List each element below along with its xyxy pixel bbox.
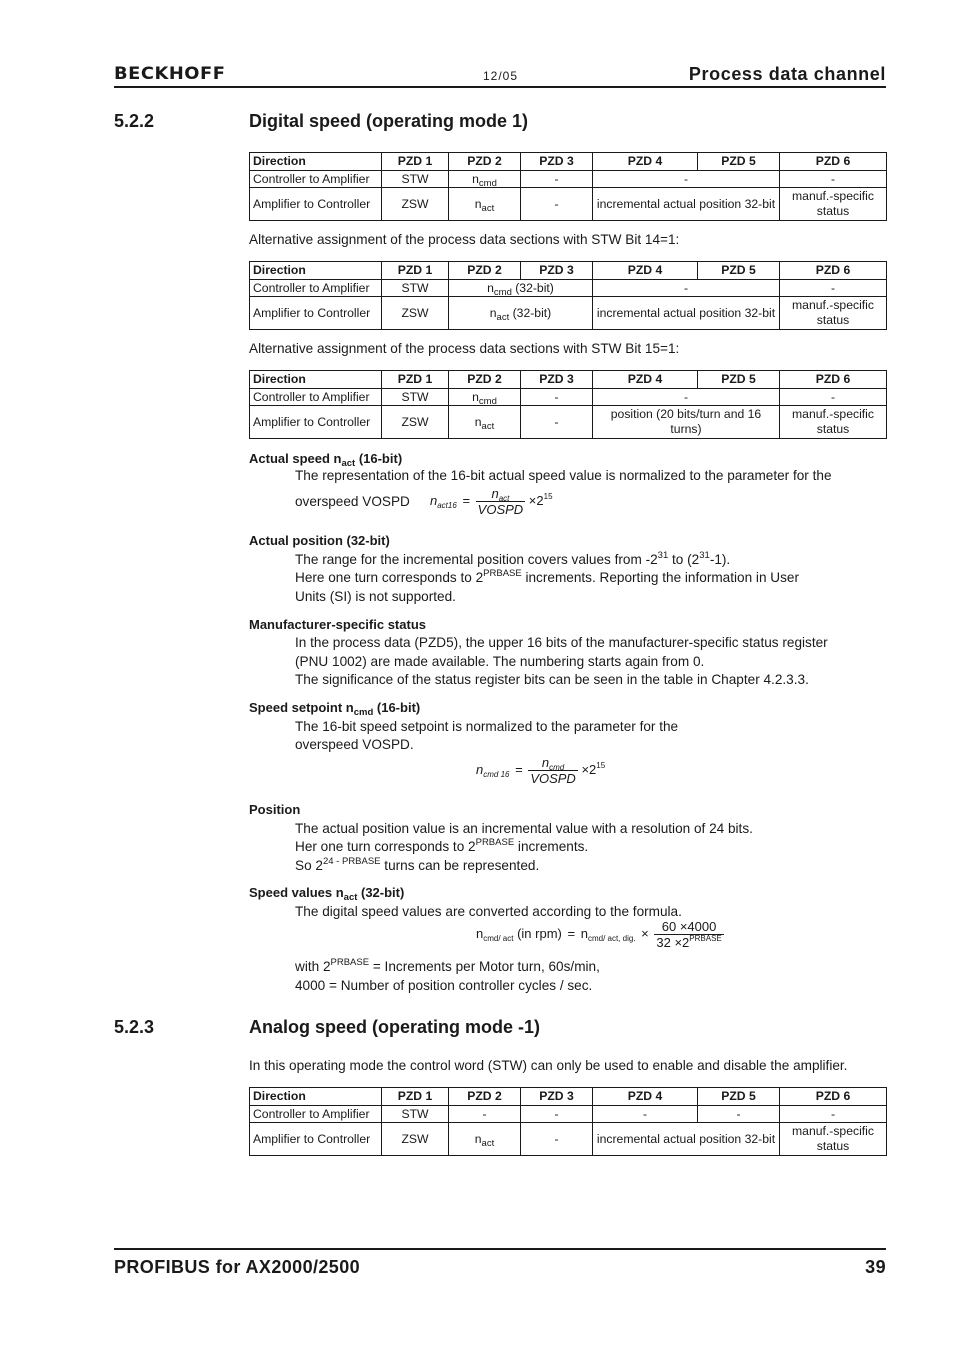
direction-cell: Controller to Amplifier (250, 389, 382, 406)
table-row (250, 280, 887, 297)
position-text-2: Her one turn corresponds to $2^{PRBASE}$ increments. (295, 837, 589, 854)
actual-position-text-3: Units (SI) is not supported. (295, 589, 456, 604)
direction-cell: Amplifier to Controller (250, 297, 382, 330)
direction-cell: Controller to Amplifier (250, 1106, 382, 1123)
pzd6-cell: - (780, 1106, 887, 1123)
pzd5-cell: - (698, 1106, 780, 1123)
pzd-table-bit14 (249, 261, 887, 330)
col-pzd4: PZD 4 (593, 371, 698, 389)
actual-speed-heading: Actual speed $n_{act}$ (16-bit) (249, 451, 403, 469)
section-number: 5.2.2 (114, 111, 155, 131)
actual-speed-text: The representation of the 16-bit actual speed value is normalized to the parameter for the (295, 468, 832, 483)
col-pzd2: PZD 2 (449, 262, 521, 280)
position-heading: Position (249, 802, 301, 817)
pzd1-cell: STW (382, 389, 449, 406)
direction-cell: Amplifier to Controller (250, 1123, 382, 1156)
direction-cell: Amplifier to Controller (250, 188, 382, 221)
speed-values-formula: $n_{cmd/ act}$ (in $rpm) = n_{cmd/ act, dig.}$ × $\frac{60 \times 4000}{32 \times 2^{PRBASE}}$ (476, 919, 722, 950)
col-pzd4: PZD 4 (593, 1088, 698, 1106)
col-pzd4: PZD 4 (593, 262, 698, 280)
speed-setpoint-heading: Speed setpoint $n_{cmd}$ (16-bit) (249, 700, 421, 718)
pzd2-cell: $n_{act}$ (449, 1123, 521, 1156)
col-direction: Direction (250, 1088, 382, 1106)
table-row (250, 171, 887, 188)
actual-position-heading: Actual position (32-bit) (249, 533, 390, 548)
table-row (250, 1123, 887, 1156)
pzd3-cell: - (521, 389, 593, 406)
col-pzd5: PZD 5 (698, 371, 780, 389)
speed-setpoint-text-2: overspeed VOSPD. (295, 737, 414, 752)
pzd3-cell: - (521, 171, 593, 188)
pzd1-cell: ZSW (382, 297, 449, 330)
pzd3-cell: - (521, 1123, 593, 1156)
pzd-table-bit15 (249, 370, 887, 439)
company-logo: BECKHOFF (114, 64, 226, 84)
page-number: 39 (865, 1257, 886, 1277)
direction-cell: Controller to Amplifier (250, 171, 382, 188)
col-pzd2: PZD 2 (449, 1088, 521, 1106)
pzd4-cell: - (593, 1106, 698, 1123)
col-pzd3: PZD 3 (521, 371, 593, 389)
pzd6-cell: manuf.-specific status (780, 406, 887, 439)
section-number: 5.2.3 (114, 1017, 155, 1037)
col-pzd6: PZD 6 (780, 371, 887, 389)
pzd23-cell: $n_{act}$ (32-bit) (449, 297, 593, 330)
pzd1-cell: ZSW (382, 406, 449, 439)
analog-speed-intro: In this operating mode the control word (STW) can only be used to enable and disable the amplifier. (249, 1058, 848, 1073)
header-rule (114, 86, 886, 88)
pzd45-cell: incremental actual position 32-bit (593, 188, 780, 221)
section-title: Analog speed (operating mode -1) (249, 1017, 541, 1037)
pzd45-cell: - (593, 389, 780, 406)
pzd45-cell: incremental actual position 32-bit (593, 297, 780, 330)
pzd2-cell: $n_{cmd}$ (449, 389, 521, 406)
footer-rule (114, 1248, 886, 1250)
pzd6-cell: - (780, 389, 887, 406)
pzd2-cell: $n_{cmd}$ (449, 171, 521, 188)
section-title: Digital speed (operating mode 1) (249, 111, 529, 131)
speed-values-text-3: 4000 = Number of position controller cycles / sec. (295, 978, 593, 993)
speed-values-heading: Speed values $n_{act}$ (32-bit) (249, 885, 405, 903)
pzd2-cell: $n_{act}$ (449, 188, 521, 221)
col-pzd4: PZD 4 (593, 153, 698, 171)
col-pzd5: PZD 5 (698, 262, 780, 280)
manufacturer-status-text-2: (PNU 1002) are made available. The numbering starts again from 0. (295, 654, 705, 669)
speed-values-text-2: with $2^{PRBASE}$ = Increments per Motor turn, 60s/min, (295, 957, 600, 974)
col-pzd2: PZD 2 (449, 371, 521, 389)
pzd6-cell: manuf.-specific status (780, 188, 887, 221)
pzd-table-mode1 (249, 152, 887, 221)
footer-title: PROFIBUS for AX2000/2500 (114, 1257, 361, 1277)
pzd45-cell: incremental actual position 32-bit (593, 1123, 780, 1156)
col-pzd6: PZD 6 (780, 1088, 887, 1106)
actual-position-text-2: Here one turn corresponds to $2^{PRBASE}$ increments. Reporting the information in User (295, 568, 799, 585)
pzd2-cell: - (449, 1106, 521, 1123)
pzd45-cell: - (593, 280, 780, 297)
document-date: 12/05 (483, 69, 519, 83)
pzd-table-analog (249, 1087, 887, 1156)
alt-assignment-bit15: Alternative assignment of the process data sections with STW Bit 15=1: (249, 341, 680, 356)
pzd45-cell: - (593, 171, 780, 188)
pzd23-cell: $n_{cmd}$ (32-bit) (449, 280, 593, 297)
pzd3-cell: - (521, 406, 593, 439)
col-direction: Direction (250, 153, 382, 171)
manufacturer-status-text: In the process data (PZD5), the upper 16 bits of the manufacturer-specific status register (295, 635, 828, 650)
table-row (250, 297, 887, 330)
pzd6-cell: - (780, 171, 887, 188)
col-pzd3: PZD 3 (521, 262, 593, 280)
col-pzd1: PZD 1 (382, 1088, 449, 1106)
pzd3-cell: - (521, 188, 593, 221)
col-direction: Direction (250, 262, 382, 280)
col-pzd6: PZD 6 (780, 262, 887, 280)
col-pzd1: PZD 1 (382, 262, 449, 280)
position-text: The actual position value is an incremental value with a resolution of 24 bits. (295, 821, 753, 836)
pzd1-cell: ZSW (382, 1123, 449, 1156)
direction-cell: Controller to Amplifier (250, 280, 382, 297)
position-text-3: So $2^{24 - PRBASE}$ turns can be represented. (295, 856, 540, 873)
pzd2-cell: $n_{act}$ (449, 406, 521, 439)
table-row (250, 389, 887, 406)
pzd1-cell: STW (382, 171, 449, 188)
table-row (250, 406, 887, 439)
col-pzd6: PZD 6 (780, 153, 887, 171)
table-row (250, 1106, 887, 1123)
pzd45-cell: position (20 bits/turn and 16 turns) (593, 406, 780, 439)
pzd6-cell: - (780, 280, 887, 297)
pzd6-cell: manuf.-specific status (780, 1123, 887, 1156)
actual-position-text: The range for the incremental position covers values from $-2^{31}$ to $(2^{31}-1)$. (295, 550, 731, 567)
col-pzd5: PZD 5 (698, 1088, 780, 1106)
chapter-title: Process data channel (688, 64, 886, 84)
pzd6-cell: manuf.-specific status (780, 297, 887, 330)
speed-setpoint-formula: $n_{cmd 16}$ = $\frac{n_{cmd}}{\text{VOSPD}}$ $\times 2^{15}$ (476, 755, 606, 786)
direction-cell: Amplifier to Controller (250, 406, 382, 439)
pzd1-cell: STW (382, 280, 449, 297)
col-pzd2: PZD 2 (449, 153, 521, 171)
col-direction: Direction (250, 371, 382, 389)
col-pzd5: PZD 5 (698, 153, 780, 171)
speed-values-text: The digital speed values are converted according to the formula. (295, 904, 682, 919)
col-pzd3: PZD 3 (521, 1088, 593, 1106)
pzd3-cell: - (521, 1106, 593, 1123)
col-pzd1: PZD 1 (382, 371, 449, 389)
col-pzd3: PZD 3 (521, 153, 593, 171)
table-row (250, 188, 887, 221)
actual-speed-text-2: overspeed VOSPD (295, 494, 410, 509)
manufacturer-status-heading: Manufacturer-specific status (249, 617, 426, 632)
alt-assignment-bit14: Alternative assignment of the process data sections with STW Bit 14=1: (249, 232, 680, 247)
pzd1-cell: ZSW (382, 188, 449, 221)
actual-speed-formula: $n_{act16}$ = $\frac{n_{act}}{\text{VOSPD}}$ $\times 2^{15}$ (430, 486, 553, 517)
manufacturer-status-text-3: The significance of the status register bits can be seen in the table in Chapter 4.2.3.3. (295, 672, 809, 687)
speed-setpoint-text: The 16-bit speed setpoint is normalized to the parameter for the (295, 719, 679, 734)
pzd1-cell: STW (382, 1106, 449, 1123)
col-pzd1: PZD 1 (382, 153, 449, 171)
